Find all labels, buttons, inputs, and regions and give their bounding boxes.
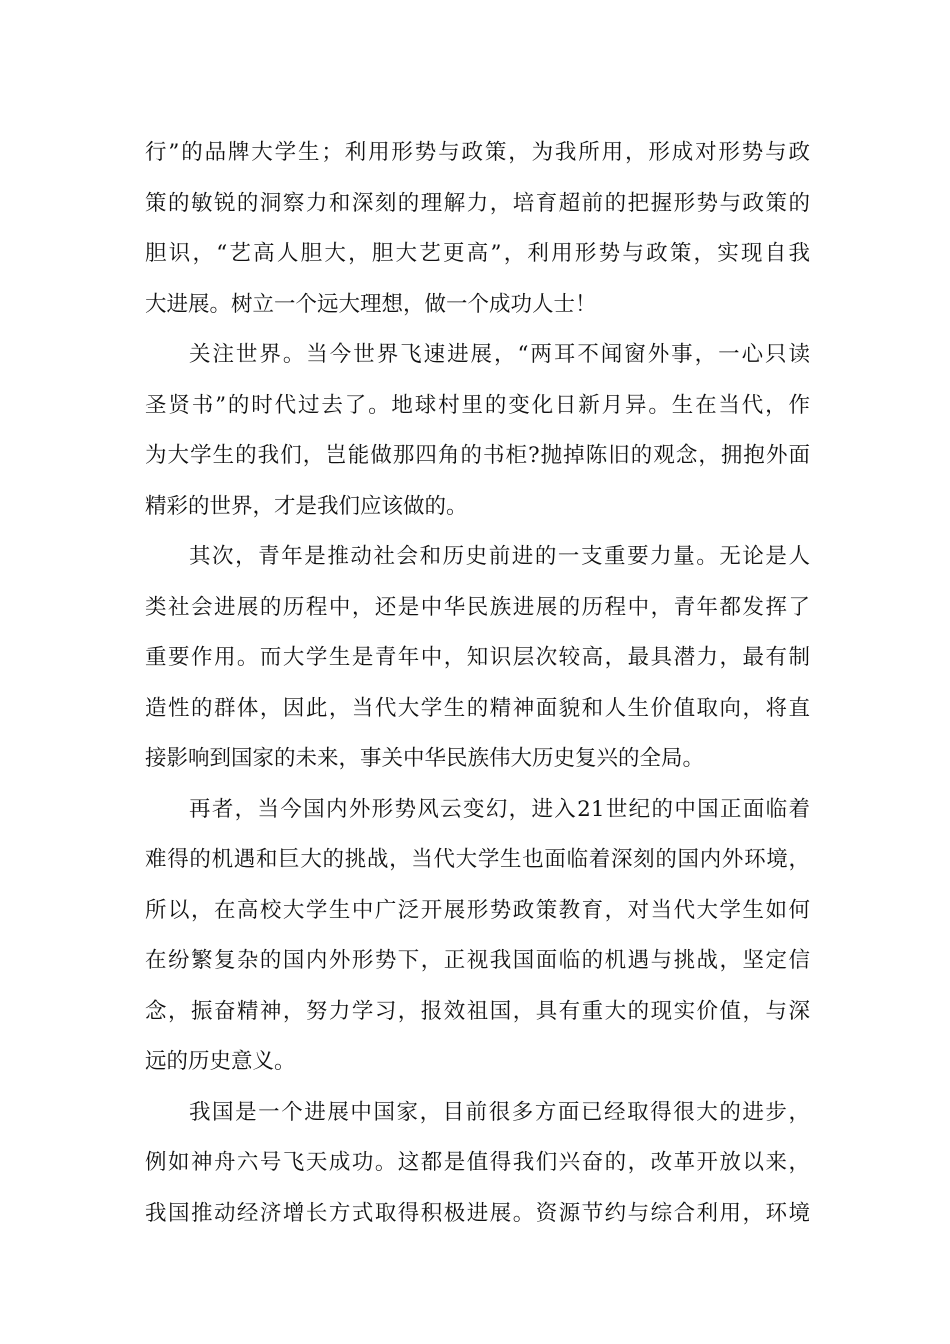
text-line: 远的历史意义。 bbox=[145, 1049, 296, 1074]
text-line: 类社会进展的历程中，还是中华民族进展的历程中，青年都发挥了 bbox=[145, 594, 810, 620]
text-line: 造性的群体，因此，当代大学生的精神面貌和人生价值取向，将直 bbox=[145, 695, 810, 721]
text-line: 在纷繁复杂的国内外形势下，正视我国面临的机遇与挑战，坚定信 bbox=[145, 948, 810, 973]
text-line: 精彩的世界，才是我们应该做的。 bbox=[145, 493, 468, 519]
paragraph-first-line: 我国是一个进展中国家，目前很多方面已经取得很大的进步， bbox=[189, 1099, 810, 1125]
text-line: 接影响到国家的未来，事关中华民族伟大历史复兴的全局。 bbox=[145, 746, 705, 771]
text-line: 念，振奋精神，努力学习，报效祖国，具有重大的现实价值，与深 bbox=[145, 998, 810, 1024]
text-line: 行”的品牌大学生；利用形势与政策，为我所用，形成对形势与政 bbox=[145, 140, 810, 165]
text-line: 策的敏锐的洞察力和深刻的理解力，培育超前的把握形势与政策的 bbox=[145, 190, 810, 216]
paragraph-first-line: 其次，青年是推动社会和历史前进的一支重要力量。无论是人 bbox=[189, 544, 810, 569]
text-line: 难得的机遇和巨大的挑战，当代大学生也面临着深刻的国内外环境， bbox=[145, 847, 810, 872]
text-line: 大进展。树立一个远大理想，做一个成功人士！ bbox=[145, 291, 597, 317]
body-text bbox=[145, 128, 810, 1239]
text-line: 所以，在高校大学生中广泛开展形势政策教育，对当代大学生如何 bbox=[145, 897, 810, 923]
text-line: 我国推动经济增长方式取得积极进展。资源节约与综合利用，环境 bbox=[145, 1200, 810, 1226]
text-line: 重要作用。而大学生是青年中，知识层次较高，最具潜力，最有制 bbox=[145, 645, 810, 670]
text-line: 例如神舟六号飞天成功。这都是值得我们兴奋的，改革开放以来， bbox=[145, 1150, 810, 1175]
text-line: 圣贤书”的时代过去了。地球村里的变化日新月异。生在当代，作 bbox=[145, 392, 810, 418]
text-line: 胆识，“艺高人胆大，胆大艺更高”，利用形势与政策，实现自我 bbox=[145, 241, 810, 266]
paragraph-first-line: 关注世界。当今世界飞速进展，“两耳不闻窗外事，一心只读 bbox=[189, 342, 810, 367]
text-line: 为大学生的我们，岂能做那四角的书柜?抛掉陈旧的观念，拥抱外面 bbox=[145, 443, 810, 468]
paragraph-first-line: 再者，当今国内外形势风云变幻，进入21世纪的中国正面临着 bbox=[189, 796, 810, 822]
